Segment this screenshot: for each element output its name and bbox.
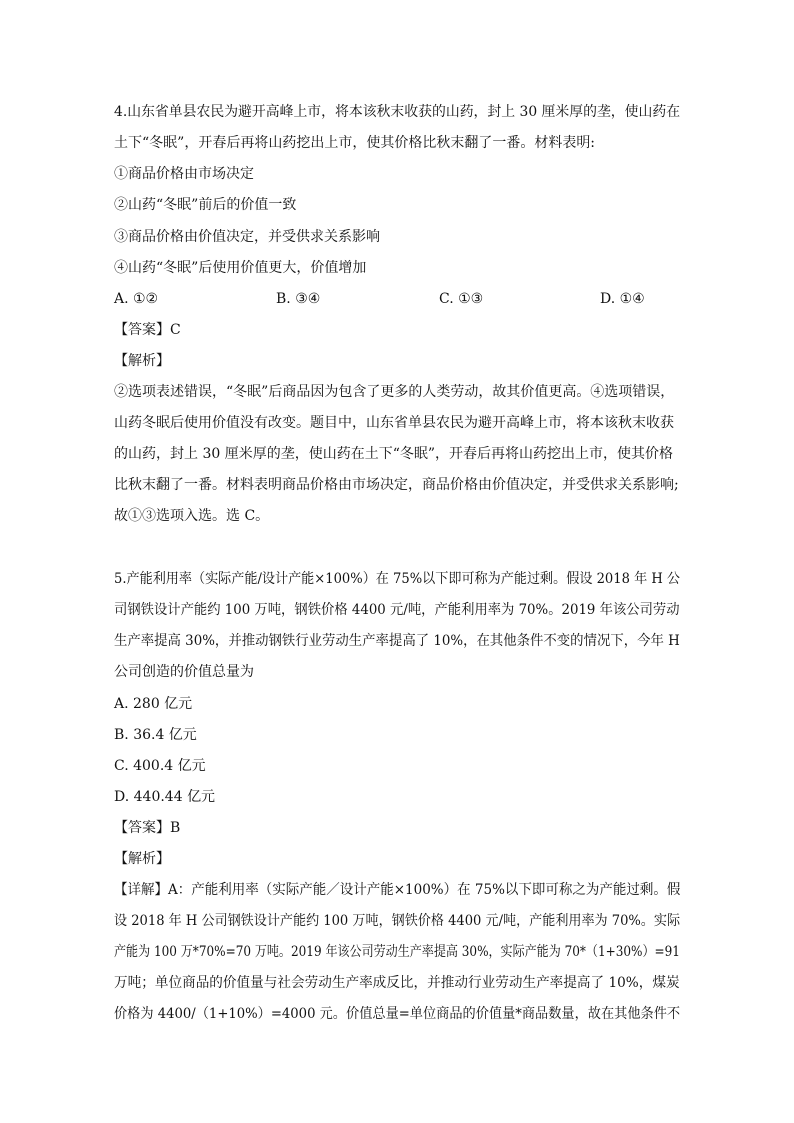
q4-option-c: C. ①③ — [439, 291, 484, 307]
q4-option-d: D. ①④ — [600, 291, 645, 307]
q5-option-a: A. 280 亿元 — [114, 696, 193, 712]
q5-stem-line-1: 5.产能利用率（实际产能/设计产能×100%）在 75%以下即可称为产能过剩。假设 2018 年 H 公 — [114, 571, 681, 587]
q5-analysis-heading: 【解析】 — [114, 851, 170, 867]
q4-option-a: A. ①② — [114, 291, 159, 307]
q4-answer: 【答案】C — [114, 322, 181, 338]
q5-detail-line-1: 【详解】A：产能利用率（实际产能／设计产能×100%）在 75%以下即可称之为产能过剩。假 — [114, 882, 681, 898]
q4-analysis-line-3: 的山药，封上 30 厘米厚的垄，使山药在土下“冬眠”，开春后再将山药挖出上市，使其价格 — [114, 446, 674, 462]
q4-option-b: B. ③④ — [276, 291, 321, 307]
q5-detail-line-3: 产能为 100 万*70%=70 万吨。2019 年该公司劳动生产率提高 30%，实际产能为 70*（1+30%）=91 — [114, 944, 680, 960]
q4-statement-1: ①商品价格由市场决定 — [114, 166, 254, 182]
q4-analysis-line-1: ②选项表述错误，“冬眠”后商品因为包含了更多的人类劳动，故其价值更高。④选项错误， — [114, 384, 675, 400]
q4-statement-2: ②山药“冬眠”前后的价值一致 — [114, 197, 297, 213]
q4-analysis-heading: 【解析】 — [114, 353, 170, 369]
q4-analysis-line-4: 比秋末翻了一番。材料表明商品价格由市场决定，商品价格由价值决定，并受供求关系影响; — [114, 477, 679, 493]
q5-stem-line-4: 公司创造的价值总量为 — [114, 664, 254, 680]
q4-analysis-line-2: 山药冬眠后使用价值没有改变。题目中，山东省单县农民为避开高峰上市，将本该秋末收获 — [114, 415, 674, 431]
q4-statement-3: ③商品价格由价值决定，并受供求关系影响 — [114, 229, 380, 245]
q5-stem-line-2: 司钢铁设计产能约 100 万吨，钢铁价格 4400 元/吨，产能利用率为 70%。2019 年该公司劳动 — [114, 602, 680, 618]
q5-answer: 【答案】B — [114, 820, 181, 836]
q5-option-c: C. 400.4 亿元 — [114, 758, 206, 774]
q4-stem-line-1: 4.山东省单县农民为避开高峰上市，将本该秋末收获的山药，封上 30 厘米厚的垄，使山药在 — [114, 104, 681, 120]
q4-statement-4: ④山药“冬眠”后使用价值更大，价值增加 — [114, 260, 367, 276]
q5-option-d: D. 440.44 亿元 — [114, 789, 216, 805]
q5-detail-line-4: 万吨；单位商品的价值量与社会劳动生产率成反比，并推动行业劳动生产率提高了 10%，煤炭 — [114, 975, 680, 991]
q4-analysis-line-5: 故①③选项入选。选 C。 — [114, 508, 270, 524]
q5-detail-line-5: 价格为 4400/（1+10%）=4000 元。价值总量=单位商品的价值量*商品数量，故在其他条件不 — [114, 1006, 681, 1022]
q4-stem-line-2: 土下“冬眠”，开春后再将山药挖出上市，使其价格比秋末翻了一番。材料表明: — [114, 135, 596, 151]
q5-detail-line-2: 设 2018 年 H 公司钢铁设计产能约 100 万吨，钢铁价格 4400 元/吨，产能利用率为 70%。实际 — [114, 913, 681, 929]
q5-option-b: B. 36.4 亿元 — [114, 727, 197, 743]
q5-stem-line-3: 生产率提高 30%，并推动钢铁行业劳动生产率提高了 10%，在其他条件不变的情况下，今年 H — [114, 633, 680, 649]
